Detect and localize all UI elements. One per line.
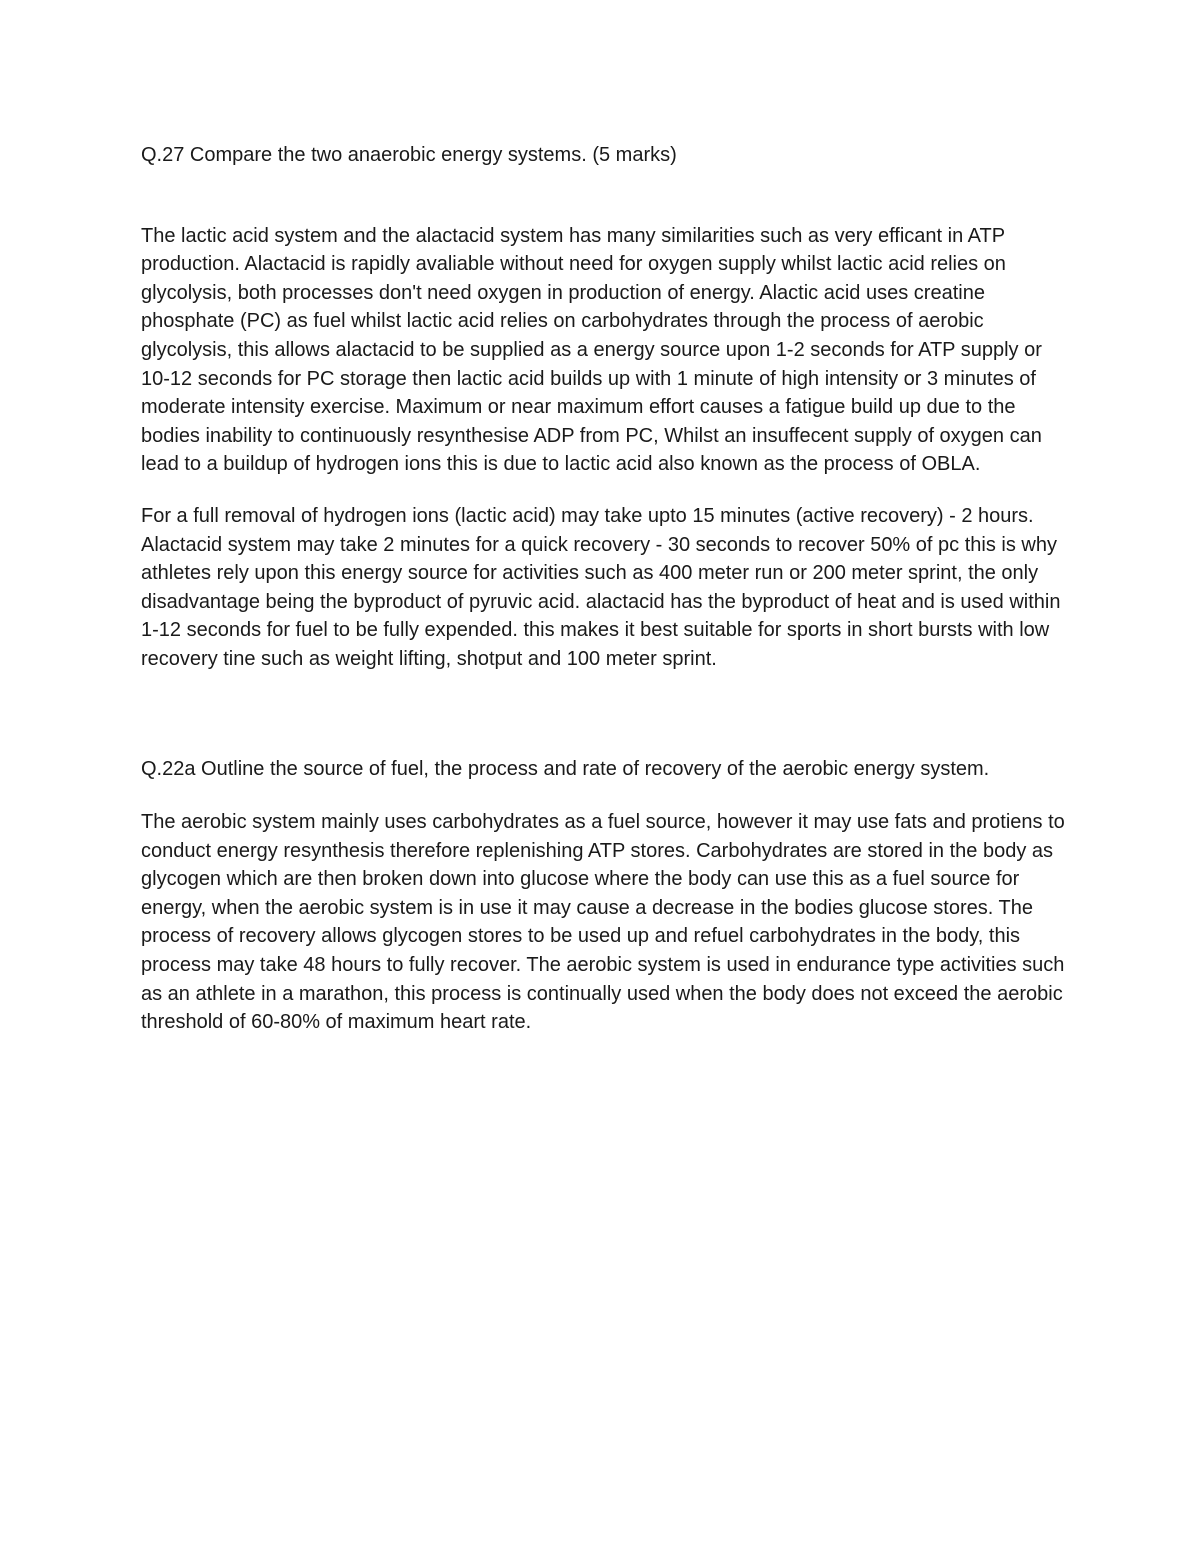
question-q22a: Q.22a Outline the source of fuel, the process and rate of recovery of the aerobic energy system. [141,757,990,780]
answer-q27-paragraph-2: For a full removal of hydrogen ions (lactic acid) may take upto 15 minutes (active recovery) - 2 hours. Alactacid system may take 2 minutes for a quick recovery - 30 seconds to recover 50% of pc this is why athletes rely upon this energy source for activities such as 400 meter run or 200 meter sprint, the only disadvantage being the byproduct of pyruvic acid. alactacid has the byproduct of heat and is used within 1-12 seconds for fuel to be fully expended. this makes it best suitable for sports in short bursts with low recovery tine such as weight lifting, shotput and 100 meter sprint. [141,504,1061,670]
document-body [141,141,1066,1037]
question-q27: Q.27 Compare the two anaerobic energy systems. (5 marks) [141,144,677,166]
answer-q27-paragraph-1: The lactic acid system and the alactacid system has many similarities such as very efficant in ATP production. Alactacid is rapidly avaliable without need for oxygen supply whilst lactic acid relies on glycolysis, both processes don't need oxygen in production of energy. Alactic acid uses creatine phosphate (PC) as fuel whilst lactic acid relies on carbohydrates through the process of aerobic glycolysis, this allows alactacid to be supplied as a energy source upon 1-2 seconds for ATP supply or 10-12 seconds for PC storage then lactic acid builds up with 1 minute of high intensity or 3 minutes of moderate intensity exercise. Maximum or near maximum effort causes a fatigue build up due to the bodies inability to continuously resynthesise ADP from PC, Whilst an insuffecent supply of oxygen can lead to a buildup of hydrogen ions this is due to lactic acid also known as the process of OBLA. [141,224,1042,476]
answer-q22a-paragraph-1: The aerobic system mainly uses carbohydrates as a fuel source, however it may use fats and protiens to conduct energy resynthesis therefore replenishing ATP stores. Carbohydrates are stored in the body as glycogen which are then broken down into glucose where the body can use this as a fuel source for energy, when the aerobic system is in use it may cause a decrease in the bodies glucose stores. The process of recovery allows glycogen stores to be used up and refuel carbohydrates in the body, this process may take 48 hours to fully recover. The aerobic system is used in endurance type activities such as an athlete in a marathon, this process is continually used when the body does not exceed the aerobic threshold of 60-80% of maximum heart rate. [141,811,1065,1034]
